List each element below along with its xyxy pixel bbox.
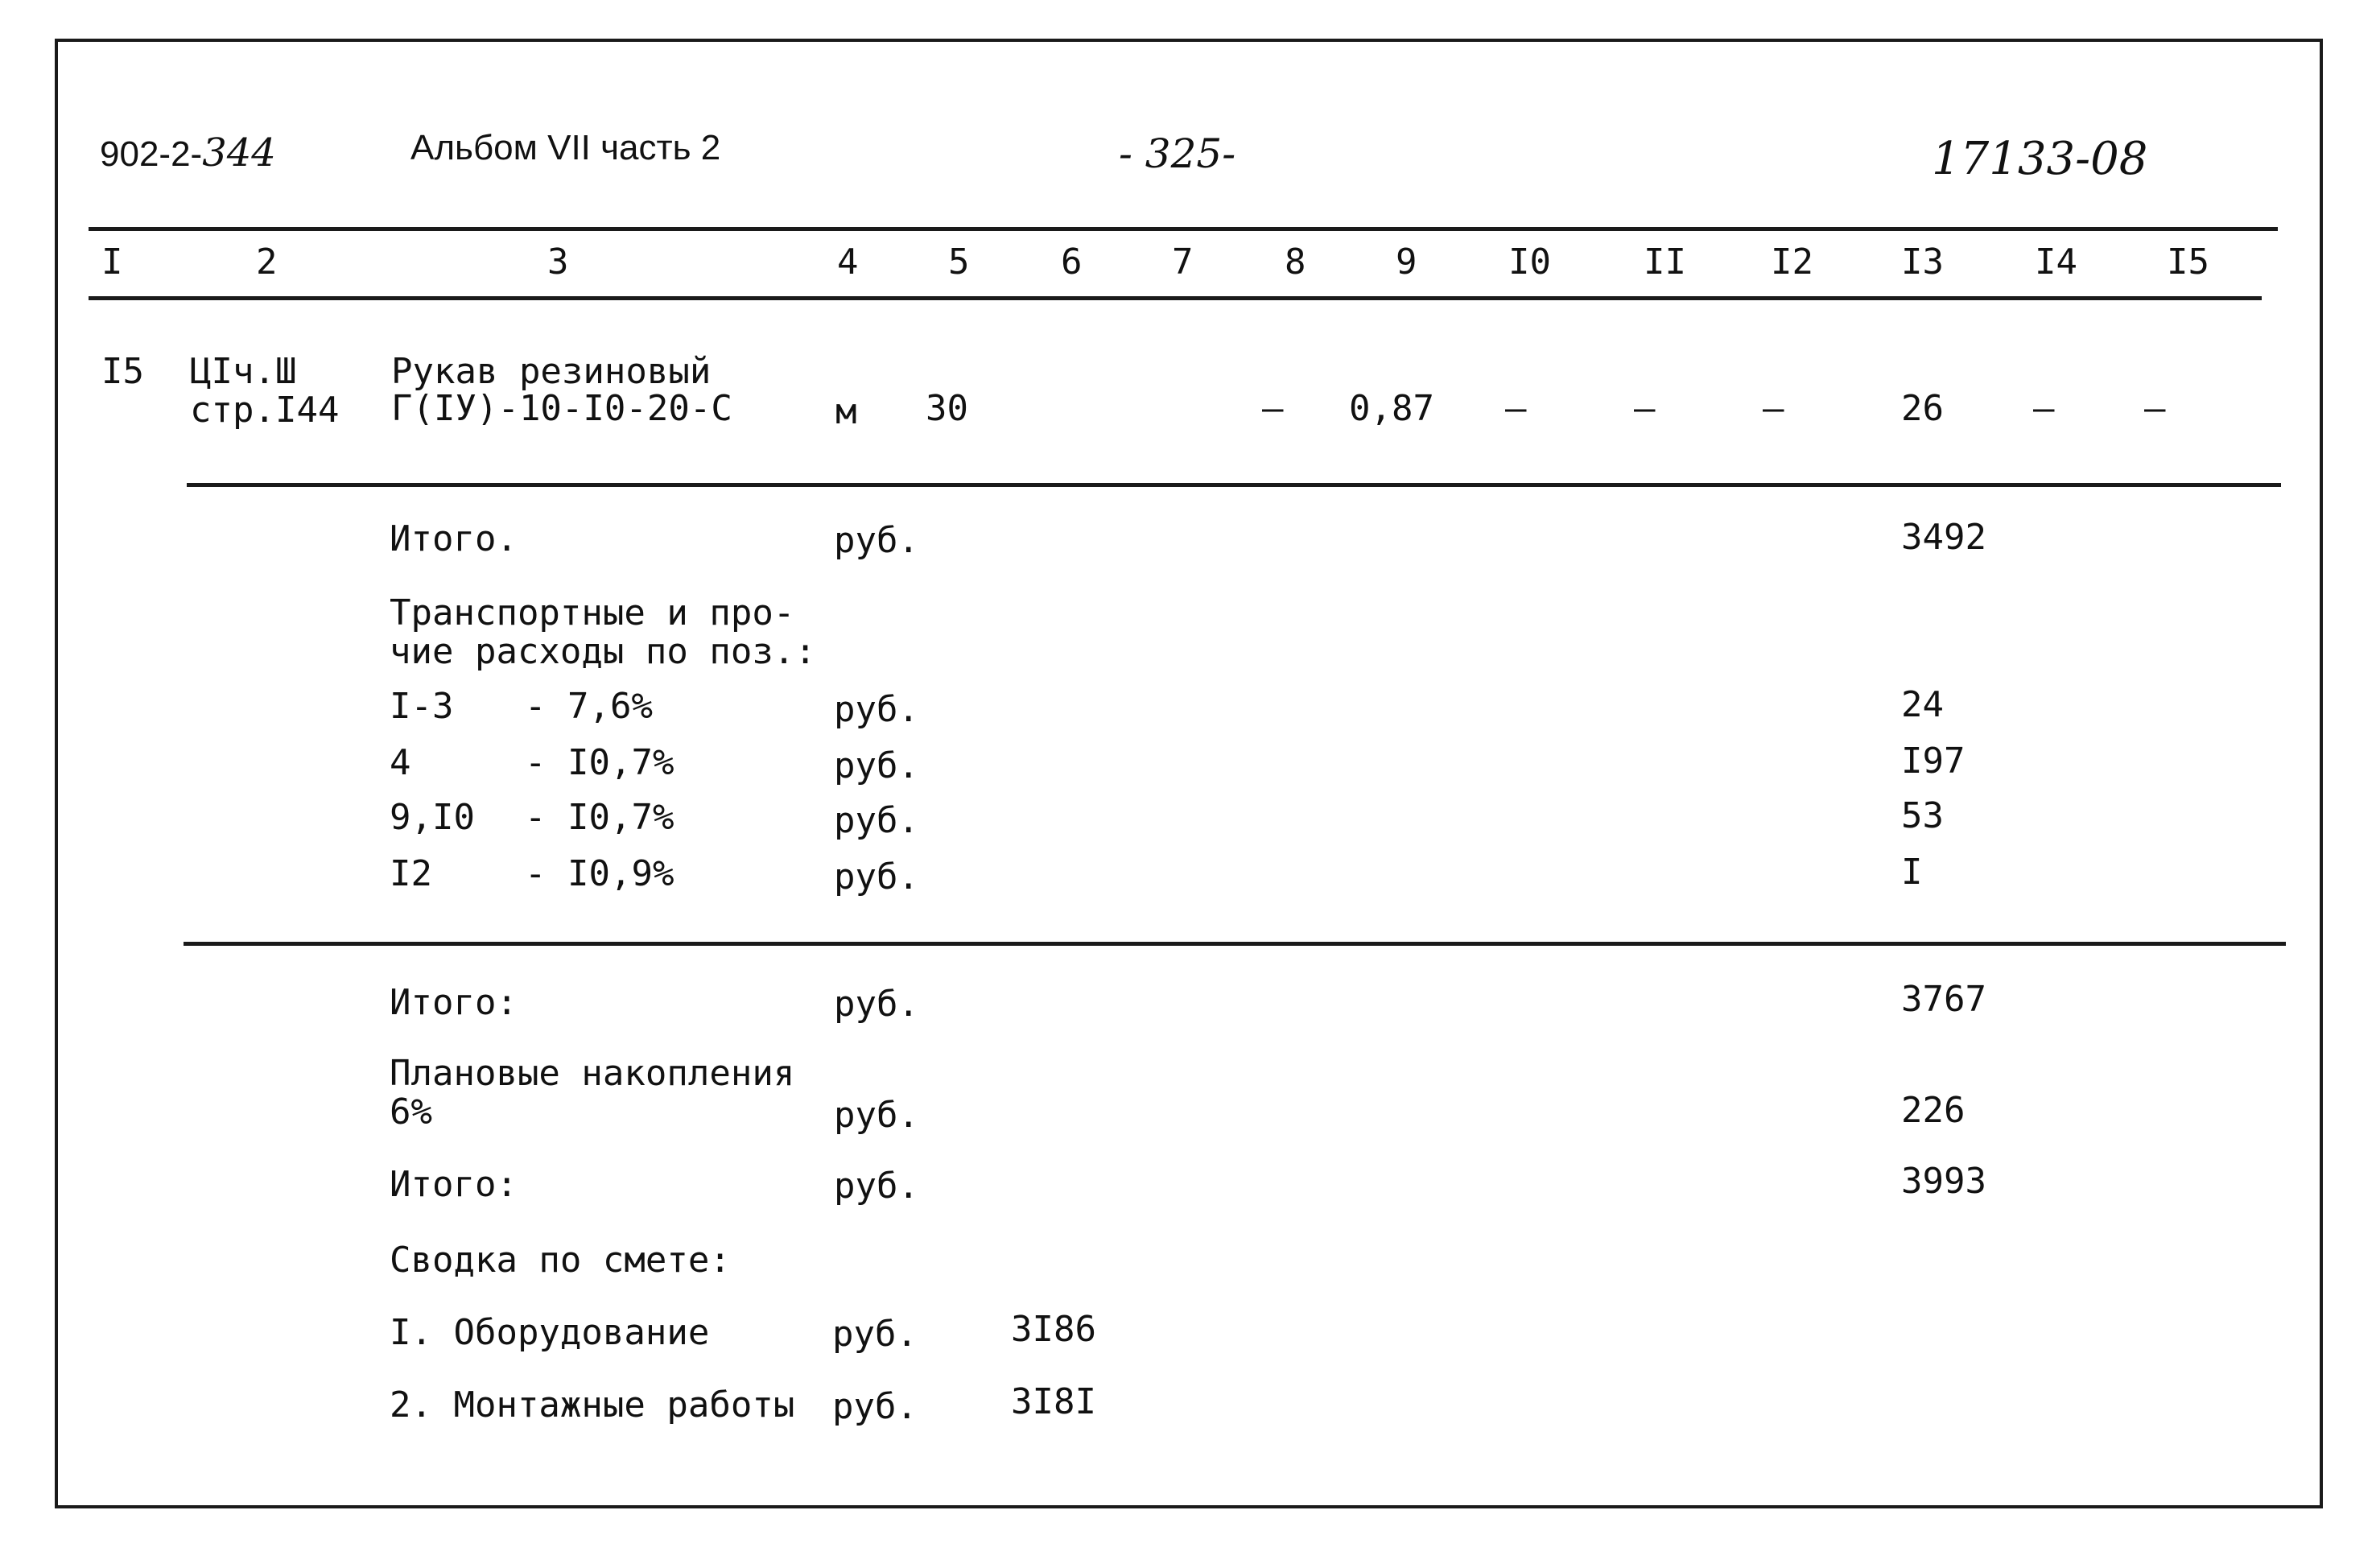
col-header-6: 6 — [1061, 241, 1083, 283]
item-ref-line1: ЦIч.Ш — [190, 351, 297, 392]
totals1-label: Итого. — [390, 518, 518, 559]
summary-row-unit: руб. — [832, 1314, 918, 1355]
item-number: I5 — [101, 351, 144, 392]
totals2-unit: руб. — [834, 984, 919, 1025]
col-header-15: I5 — [2167, 241, 2209, 283]
planned-unit: руб. — [834, 1095, 919, 1136]
planned-label-line1: Плановые накопления — [390, 1053, 795, 1094]
item-ref-line2: стр.I44 — [190, 390, 340, 431]
col-header-11: II — [1644, 241, 1686, 283]
planned-label-line2: 6% — [390, 1091, 432, 1133]
col-header-9: 9 — [1396, 241, 1417, 283]
transport-row-pos: 4 — [390, 742, 411, 783]
summary-row-label: I. Оборудование — [390, 1312, 710, 1353]
item-col14: – — [2033, 388, 2055, 429]
item-name-line1: Рукав резиновый — [391, 351, 712, 392]
transport-label-line1: Транспортные и про- — [390, 592, 795, 633]
page-number: - 325- — [1119, 130, 1236, 177]
col-header-12: I2 — [1771, 241, 1813, 283]
item-col10: – — [1505, 388, 1527, 429]
item-unit: м — [835, 391, 857, 432]
transport-row-unit: руб. — [834, 800, 919, 841]
totals3-value: 3993 — [1901, 1161, 1986, 1202]
item-col9: 0,87 — [1349, 388, 1434, 429]
doc-number — [100, 130, 276, 175]
transport-row-value: 24 — [1901, 684, 1944, 725]
summary-row-unit: руб. — [832, 1386, 918, 1427]
planned-value: 226 — [1901, 1090, 1966, 1131]
col-header-8: 8 — [1285, 241, 1306, 283]
transport-row-unit: руб. — [834, 689, 919, 730]
totals2-label: Итого: — [390, 982, 518, 1023]
section-rule-2 — [184, 942, 2286, 946]
section-rule-1 — [187, 483, 2281, 487]
col-header-2: 2 — [256, 241, 278, 283]
col-header-5: 5 — [948, 241, 970, 283]
summary-row-value: 3I8I — [1011, 1381, 1096, 1422]
doc-number-prefix: 902-2- — [100, 134, 203, 174]
transport-row-value: 53 — [1901, 795, 1944, 836]
transport-row-pct: - I0,7% — [525, 742, 674, 783]
col-header-7: 7 — [1172, 241, 1194, 283]
transport-row-pos: 9,I0 — [390, 797, 475, 838]
summary-row-value: 3I86 — [1011, 1309, 1096, 1350]
header-rule-bottom — [89, 296, 2262, 300]
totals2-value: 3767 — [1901, 979, 1986, 1020]
item-col11: – — [1634, 388, 1656, 429]
item-col15: – — [2144, 388, 2166, 429]
album-title: Альбом VII часть 2 — [410, 128, 721, 167]
transport-row-pos: I2 — [390, 853, 432, 894]
totals1-value: 3492 — [1901, 517, 1986, 558]
item-col13: 26 — [1901, 388, 1944, 429]
transport-row-pct: - I0,9% — [525, 853, 674, 894]
col-header-10: I0 — [1508, 241, 1551, 283]
totals1-unit: руб. — [834, 520, 919, 561]
item-name-line2: Г(IУ)-10-I0-20-С — [391, 388, 732, 429]
summary-title: Сводка по смете: — [390, 1240, 731, 1281]
item-qty: 30 — [926, 388, 968, 429]
transport-row-pos: I-3 — [390, 686, 454, 727]
transport-row-value: I97 — [1901, 741, 1966, 782]
document-code: 17133-08 — [1932, 133, 2148, 185]
summary-row-label: 2. Монтажные работы — [390, 1384, 795, 1426]
header-rule-top — [89, 227, 2278, 231]
item-col12: – — [1763, 388, 1784, 429]
transport-row-value: I — [1901, 852, 1923, 893]
transport-row-unit: руб. — [834, 745, 919, 786]
col-header-13: I3 — [1901, 241, 1944, 283]
transport-row-unit: руб. — [834, 856, 919, 897]
totals3-label: Итого: — [390, 1164, 518, 1205]
col-header-4: 4 — [837, 241, 859, 283]
transport-row-pct: - 7,6% — [525, 686, 653, 727]
col-header-3: 3 — [547, 241, 569, 283]
transport-row-pct: - I0,7% — [525, 797, 674, 838]
totals3-unit: руб. — [834, 1166, 919, 1207]
col-header-14: I4 — [2035, 241, 2077, 283]
item-col8: – — [1262, 388, 1284, 429]
col-header-1: I — [101, 241, 123, 283]
doc-number-suffix: 344 — [202, 130, 276, 175]
transport-label-line2: чие расходы по поз.: — [390, 631, 816, 672]
